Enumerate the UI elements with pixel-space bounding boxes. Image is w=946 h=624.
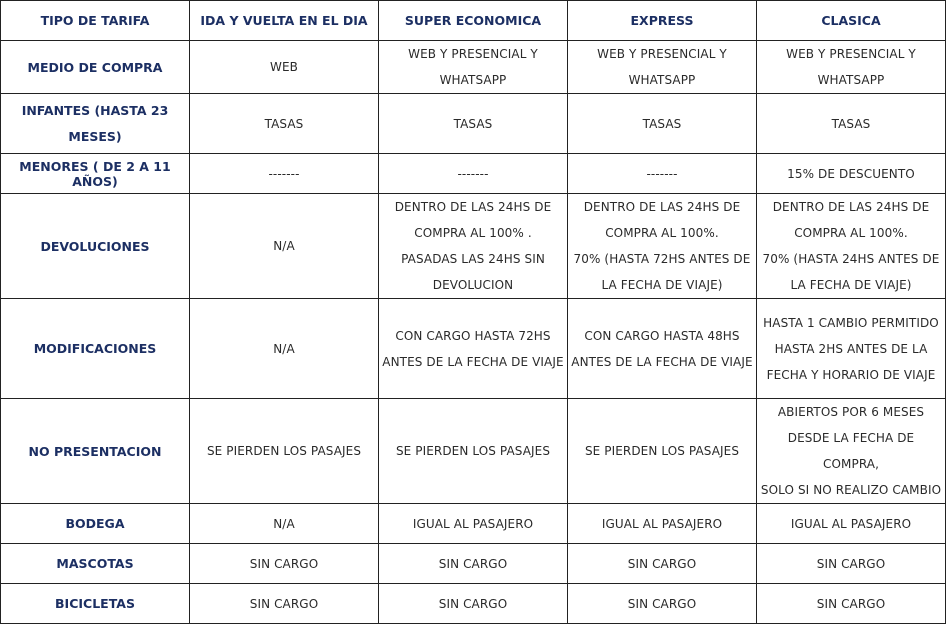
table-cell bbox=[757, 544, 946, 584]
table-cell bbox=[190, 399, 379, 504]
cell-text-line: TASAS bbox=[453, 116, 493, 131]
table-cell bbox=[190, 544, 379, 584]
header-corner: TIPO DE TARIFA bbox=[1, 1, 190, 41]
table-cell bbox=[568, 544, 757, 584]
cell-text-line: IGUAL AL PASAJERO bbox=[412, 516, 534, 531]
table-cell bbox=[757, 584, 946, 624]
cell-text-line: 70% (HASTA 24HS ANTES DE bbox=[762, 252, 940, 266]
cell-text-line: IGUAL AL PASAJERO bbox=[790, 516, 912, 531]
cell-text-line: SE PIERDEN LOS PASAJES bbox=[584, 444, 740, 458]
row-label: INFANTES (HASTA 23 MESES) bbox=[1, 94, 190, 154]
cell-text-line: LA FECHA DE VIAJE) bbox=[601, 278, 723, 292]
cell-text-line: DEVOLUCION bbox=[432, 278, 514, 292]
cell-text-line: DESDE LA FECHA DE COMPRA, bbox=[787, 431, 915, 471]
table-cell bbox=[568, 41, 757, 94]
table-cell bbox=[379, 504, 568, 544]
cell-text-line: ------- bbox=[268, 166, 300, 181]
table-cell bbox=[379, 299, 568, 399]
table-cell bbox=[757, 194, 946, 299]
table-cell bbox=[568, 399, 757, 504]
cell-text-line: LA FECHA DE VIAJE) bbox=[790, 278, 912, 292]
cell-text-line: SIN CARGO bbox=[249, 596, 319, 611]
table-row-modificaciones bbox=[1, 299, 946, 399]
row-label: BODEGA bbox=[1, 504, 190, 544]
column-header: EXPRESS bbox=[568, 1, 757, 41]
cell-text-line: IGUAL AL PASAJERO bbox=[601, 516, 723, 531]
cell-text-line: SOLO SI NO REALIZO CAMBIO bbox=[760, 483, 942, 497]
table-cell bbox=[379, 584, 568, 624]
cell-text-line: SIN CARGO bbox=[816, 596, 886, 611]
row-label: NO PRESENTACION bbox=[1, 399, 190, 504]
row-label: MENORES ( DE 2 A 11 AÑOS) bbox=[1, 154, 190, 194]
cell-text-line: SE PIERDEN LOS PASAJES bbox=[395, 444, 551, 458]
cell-text-line: HASTA 1 CAMBIO PERMITIDO bbox=[763, 315, 939, 330]
table-cell bbox=[568, 154, 757, 194]
cell-text-line: COMPRA AL 100%. bbox=[605, 226, 719, 240]
row-label: BICICLETAS bbox=[1, 584, 190, 624]
cell-text-line: TASAS bbox=[642, 116, 682, 131]
table-cell bbox=[190, 194, 379, 299]
table-cell bbox=[190, 94, 379, 154]
table-cell bbox=[568, 299, 757, 399]
cell-text-line: SIN CARGO bbox=[438, 556, 508, 571]
table-row-no-presentacion bbox=[1, 399, 946, 504]
table-cell bbox=[379, 94, 568, 154]
table-cell bbox=[757, 399, 946, 504]
row-label: MODIFICACIONES bbox=[1, 299, 190, 399]
cell-text-line: SIN CARGO bbox=[816, 556, 886, 571]
cell-text-line: WHATSAPP bbox=[817, 73, 885, 87]
cell-text-line: HASTA 2HS ANTES DE LA bbox=[774, 341, 928, 356]
cell-text-line: DENTRO DE LAS 24HS DE bbox=[583, 200, 741, 214]
cell-text-line: N/A bbox=[273, 341, 295, 356]
cell-text-line: SIN CARGO bbox=[627, 596, 697, 611]
table-row-mascotas bbox=[1, 544, 946, 584]
cell-text-line: WHATSAPP bbox=[628, 73, 696, 87]
cell-text-line: TASAS bbox=[831, 116, 871, 131]
cell-text-line: DENTRO DE LAS 24HS DE bbox=[394, 200, 552, 214]
table-cell bbox=[379, 544, 568, 584]
cell-text-line: ------- bbox=[646, 166, 678, 181]
table-cell bbox=[190, 584, 379, 624]
cell-text-line: 15% DE DESCUENTO bbox=[787, 166, 915, 181]
table-cell bbox=[379, 194, 568, 299]
table-cell bbox=[757, 41, 946, 94]
table-cell bbox=[757, 154, 946, 194]
table-cell bbox=[190, 299, 379, 399]
cell-text-line: SIN CARGO bbox=[438, 596, 508, 611]
table-cell bbox=[568, 94, 757, 154]
cell-text-line: SIN CARGO bbox=[627, 556, 697, 571]
table-cell bbox=[190, 504, 379, 544]
cell-text-line: SE PIERDEN LOS PASAJES bbox=[206, 444, 362, 458]
table-cell bbox=[757, 504, 946, 544]
row-label: DEVOLUCIONES bbox=[1, 194, 190, 299]
row-label: MEDIO DE COMPRA bbox=[1, 41, 190, 94]
table-cell bbox=[568, 504, 757, 544]
cell-text-line: ANTES DE LA FECHA DE VIAJE bbox=[571, 354, 753, 369]
cell-text-line: PASADAS LAS 24HS SIN bbox=[401, 252, 545, 266]
cell-text-line: ANTES DE LA FECHA DE VIAJE bbox=[382, 354, 564, 369]
table-cell bbox=[757, 299, 946, 399]
table-cell bbox=[757, 94, 946, 154]
cell-text-line: 70% (HASTA 72HS ANTES DE bbox=[573, 252, 751, 266]
table-cell bbox=[190, 41, 379, 94]
table-cell bbox=[379, 41, 568, 94]
table-row-menores bbox=[1, 154, 946, 194]
cell-text-line: WEB Y PRESENCIAL Y bbox=[786, 47, 916, 61]
cell-text-line: COMPRA AL 100% . bbox=[414, 226, 532, 240]
table-cell bbox=[568, 194, 757, 299]
cell-text-line: N/A bbox=[273, 516, 295, 531]
cell-text-line: COMPRA AL 100%. bbox=[794, 226, 908, 240]
cell-text-line: ABIERTOS POR 6 MESES bbox=[777, 405, 925, 419]
cell-text-line: ------- bbox=[457, 166, 489, 181]
row-label: MASCOTAS bbox=[1, 544, 190, 584]
cell-text-line: CON CARGO HASTA 48HS bbox=[584, 328, 740, 343]
cell-text-line: TASAS bbox=[264, 116, 304, 131]
cell-text-line: CON CARGO HASTA 72HS bbox=[395, 328, 551, 343]
table-cell bbox=[379, 399, 568, 504]
cell-text-line: DENTRO DE LAS 24HS DE bbox=[772, 200, 930, 214]
cell-text-line: N/A bbox=[273, 239, 295, 253]
cell-text-line: WEB Y PRESENCIAL Y bbox=[408, 47, 538, 61]
cell-text-line: WEB bbox=[270, 60, 298, 74]
header-row bbox=[1, 1, 946, 41]
table-cell bbox=[568, 584, 757, 624]
table-cell bbox=[379, 154, 568, 194]
cell-text-line: WEB Y PRESENCIAL Y bbox=[597, 47, 727, 61]
table-row-bicicletas bbox=[1, 584, 946, 624]
cell-text-line: WHATSAPP bbox=[439, 73, 507, 87]
table-cell bbox=[190, 154, 379, 194]
table-row-medio-de-compra bbox=[1, 41, 946, 94]
table-row-devoluciones bbox=[1, 194, 946, 299]
table-body bbox=[1, 41, 946, 624]
column-header: IDA Y VUELTA EN EL DIA bbox=[190, 1, 379, 41]
column-header: CLASICA bbox=[757, 1, 946, 41]
column-header: SUPER ECONOMICA bbox=[379, 1, 568, 41]
cell-text-line: FECHA Y HORARIO DE VIAJE bbox=[766, 367, 936, 382]
table-row-infantes bbox=[1, 94, 946, 154]
cell-text-line: SIN CARGO bbox=[249, 556, 319, 571]
table-row-bodega bbox=[1, 504, 946, 544]
